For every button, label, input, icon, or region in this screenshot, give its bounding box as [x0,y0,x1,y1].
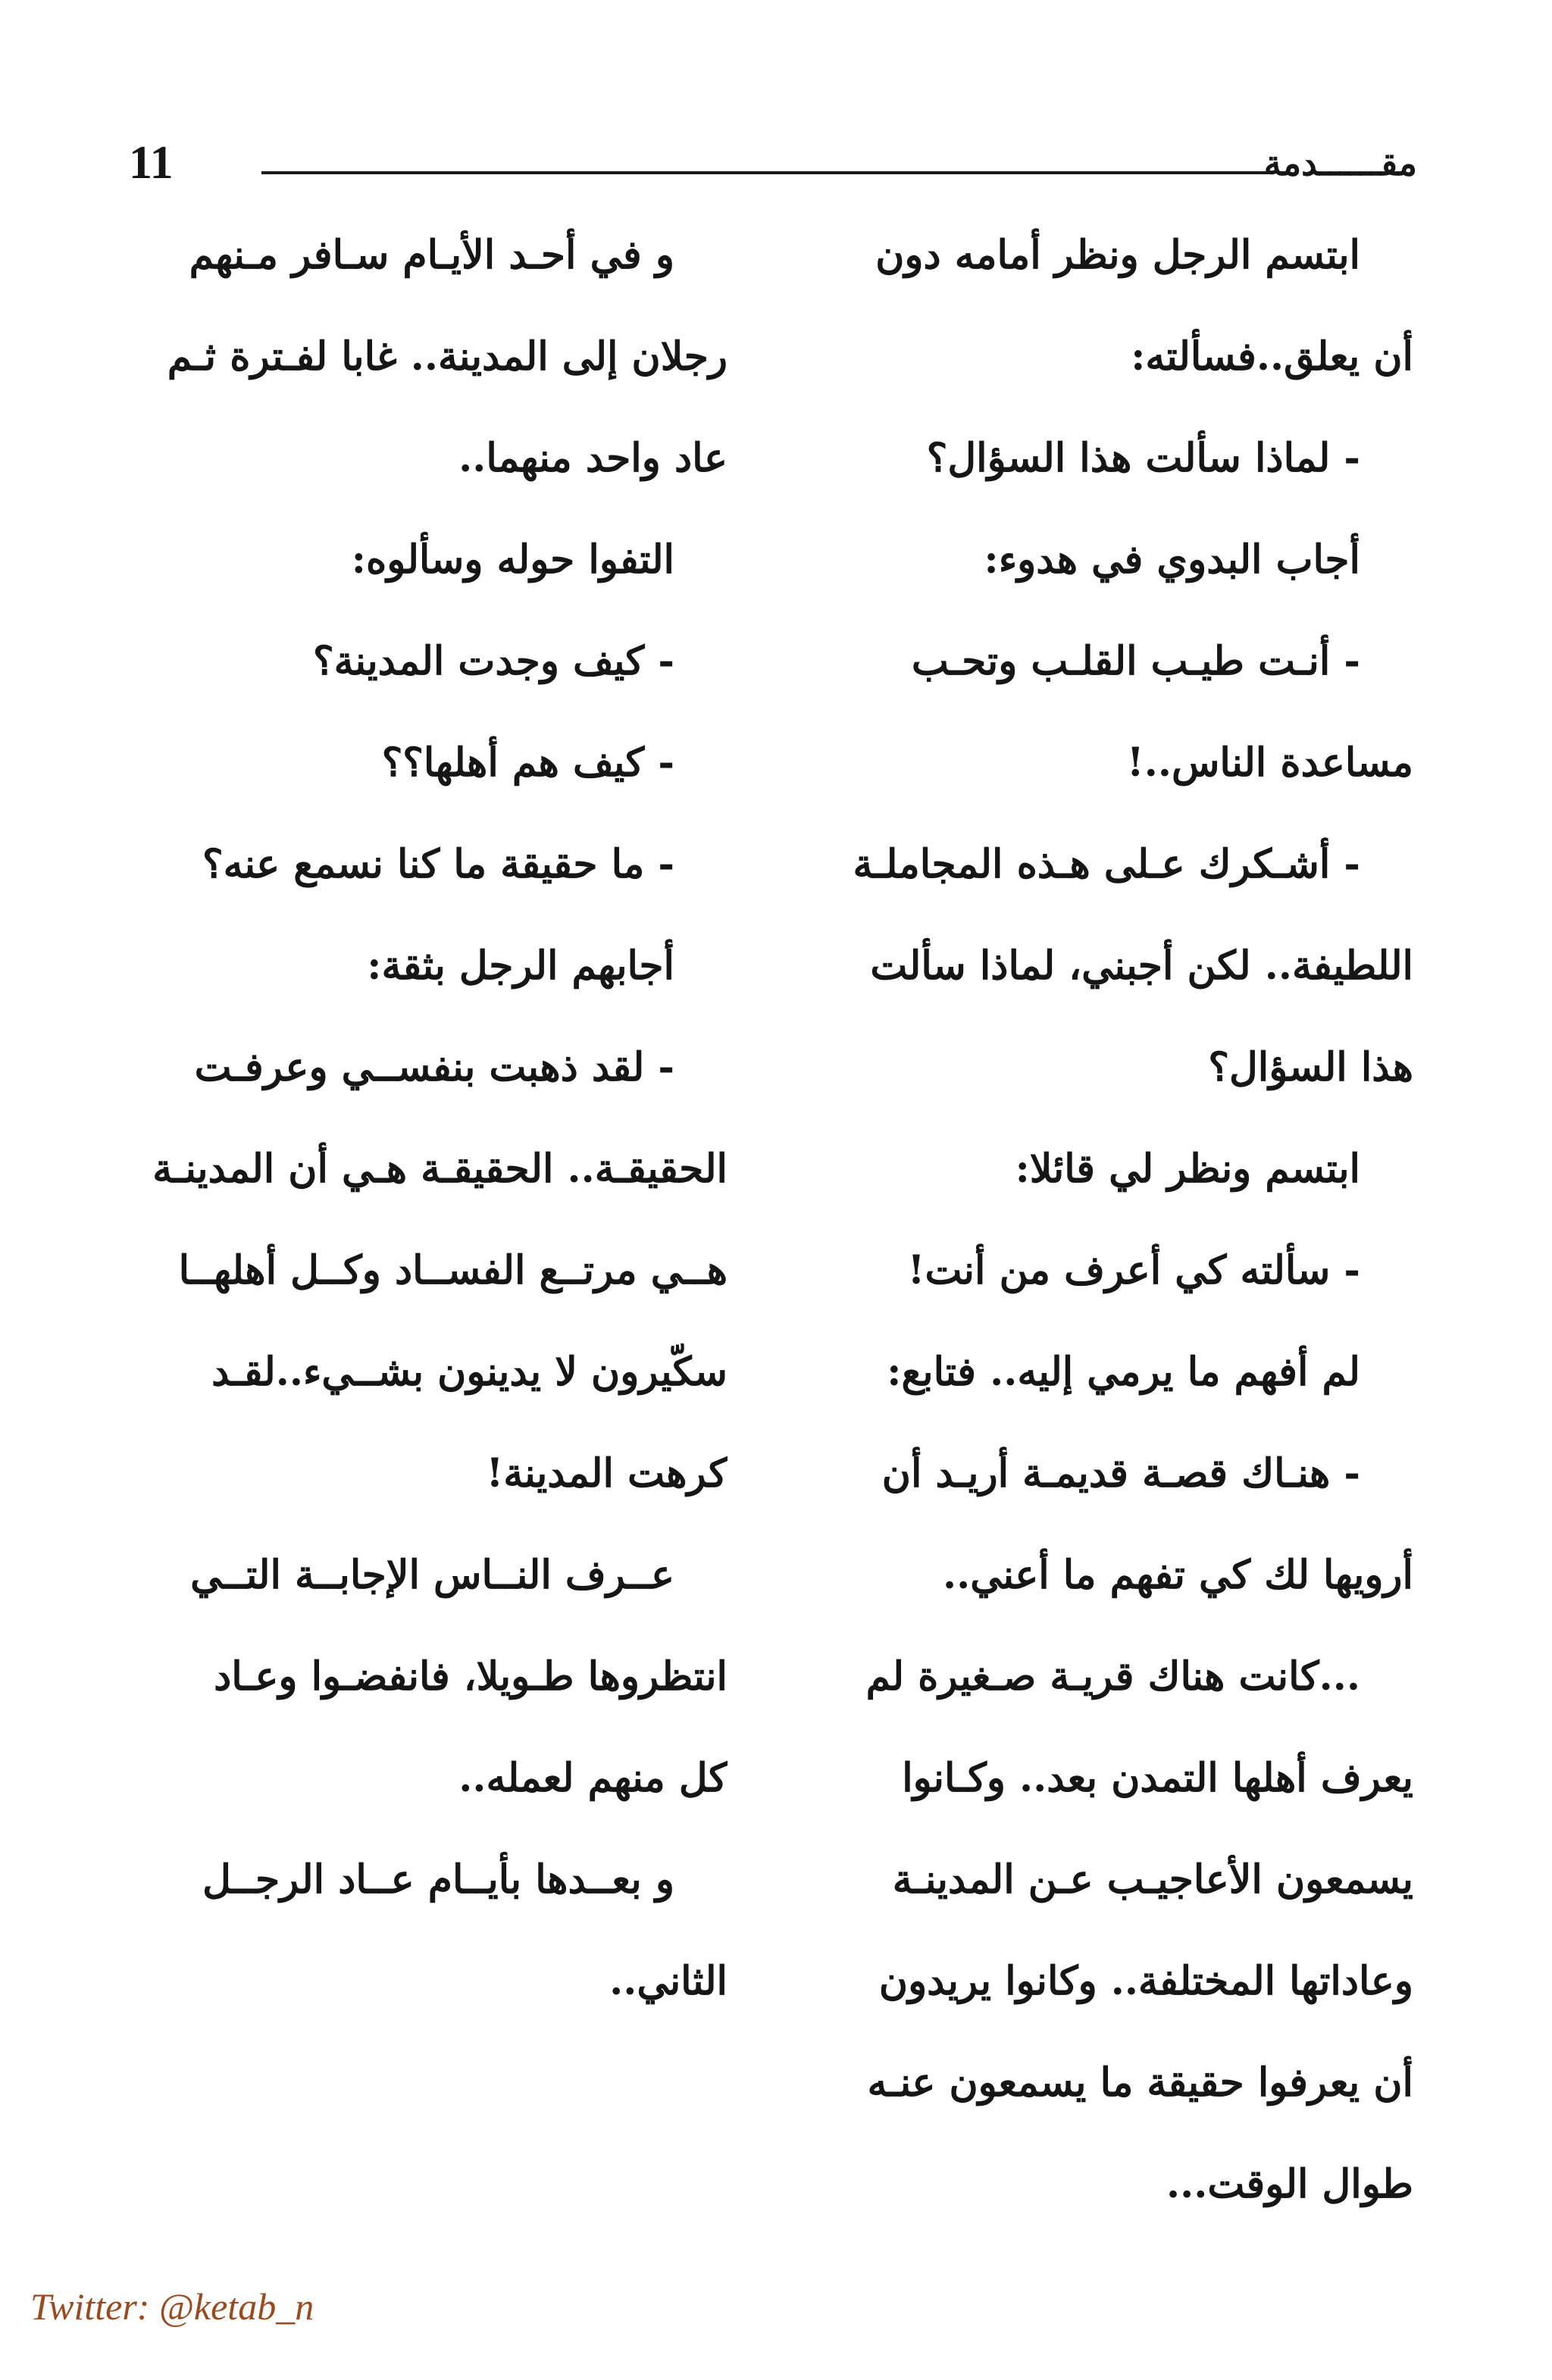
text-line: لم أفهم ما يرمي إليه.. فتابع: [887,1349,1360,1395]
text-line: أن يعلق..فسألته: [1131,333,1413,380]
text-line: و بعــدها بأيــام عــاد الرجــل [202,1856,674,1903]
text-line: - ما حقيقة ما كنا نسمع عنه؟ [202,841,674,887]
text-line: ابتسم ونظر لي قائلا: [1015,1146,1360,1192]
text-line: وعاداتها المختلفة.. وكانوا يريدون [878,1958,1413,2004]
watermark: Twitter: @ketab_n [30,2285,314,2328]
text-line: أجاب البدوي في هدوء: [984,536,1360,583]
chapter-title: مقــــــدمة [1263,142,1417,183]
text-line: سكّيرون لا يدينون بشــيء..لقـد [211,1349,728,1395]
text-line: أن يعرفوا حقيقة ما يسمعون عنـه [867,2059,1413,2106]
header-rule [261,171,1273,174]
text-line: الثاني.. [609,1958,728,2004]
text-line: - كيف هم أهلها؟؟ [381,740,674,786]
right-text-column [822,205,1413,2235]
page-number: 11 [129,137,174,189]
text-line: هذا السؤال؟ [1208,1044,1413,1090]
text-line: ...كانت هناك قريـة صـغيرة لم [865,1653,1360,1700]
text-line: - كيف وجدت المدينة؟ [313,638,674,684]
text-line: هــي مرتــع الفســاد وكــل أهلهــا [178,1247,728,1293]
text-line: - أشـكرك عـلى هـذه المجاملـة [853,841,1360,887]
text-line: - لماذا سألت هذا السؤال؟ [926,435,1360,481]
text-line: كل منهم لعمله.. [458,1755,728,1801]
text-line: - لقد ذهبت بنفســي وعرفـت [194,1044,674,1090]
text-line: - أنـت طيـب القلـب وتحـب [911,638,1360,684]
text-line: كرهت المدينة! [486,1450,728,1496]
left-text-column [129,205,728,2032]
text-line: أرويها لك كي تفهم ما أعني.. [942,1552,1413,1598]
text-line: الحقيقـة.. الحقيقـة هـي أن المدينـة [152,1146,728,1192]
text-line: اللطيفة.. لكن أجبني، لماذا سألت [870,943,1413,989]
text-line: يسمعون الأعاجيـب عـن المدينـة [892,1856,1413,1903]
text-line: ابتسم الرجل ونظر أمامه دون [875,232,1360,278]
text-line: مساعدة الناس..! [1126,740,1413,786]
text-line: أجابهم الرجل بثقة: [367,943,674,989]
text-line: عــرف النــاس الإجابــة التــي [190,1552,674,1598]
text-line: التفوا حوله وسألوه: [351,536,674,583]
page-header [129,129,1417,197]
text-line: عاد واحد منهما.. [458,435,728,481]
text-line: و في أحـد الأيـام سـافر مـنهم [189,232,674,278]
text-line: طوال الوقت... [1166,2161,1413,2207]
text-line: - هنـاك قصـة قديمـة أريـد أن [881,1450,1360,1496]
text-line: رجلان إلى المدينة.. غابا لفـترة ثـم [167,333,728,380]
text-line: - سألته كي أعرف من أنت! [907,1247,1360,1293]
text-line: يعرف أهلها التمدن بعد.. وكـانوا [902,1755,1413,1801]
text-line: انتظروها طـويلا، فانفضـوا وعـاد [214,1653,728,1700]
